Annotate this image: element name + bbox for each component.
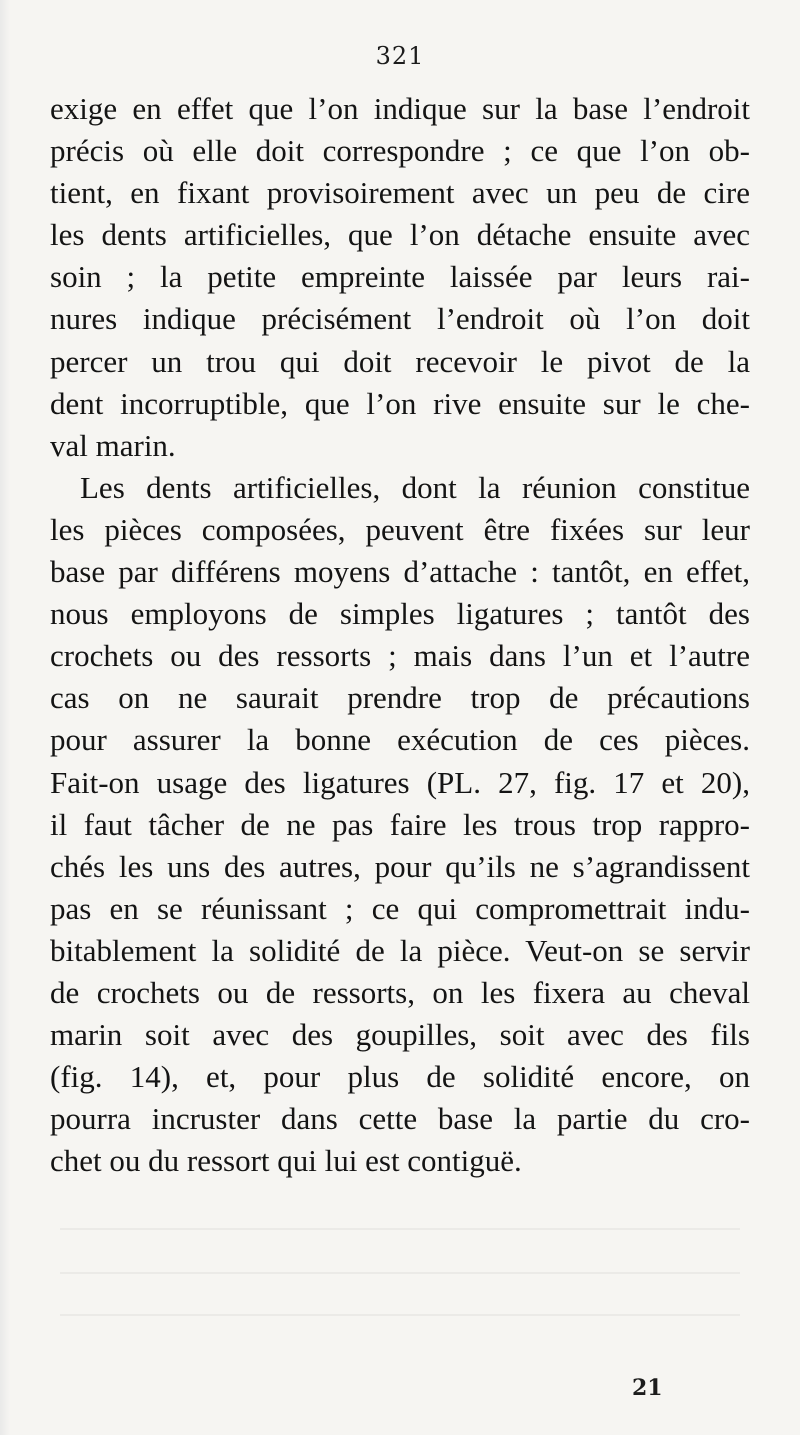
text-line: soin ; la petite empreinte laissée par leurs rai- xyxy=(50,259,750,295)
page-number: 321 xyxy=(375,42,425,70)
text-line: il faut tâcher de ne pas faire les trous trop rappro- xyxy=(50,806,750,842)
bleed-through-mark xyxy=(60,1272,740,1274)
text-line: percer un trou qui doit recevoir le pivot de la xyxy=(50,343,750,379)
text-line: nures indique précisément l’endroit où l’on doit xyxy=(50,301,750,337)
paragraph-start-line: Les dents artificielles, dont la réunion constitue xyxy=(80,469,750,505)
text-line: Fait-on usage des ligatures (PL. 27, fig. 17 et 20), xyxy=(50,764,750,800)
signature-mark: 21 xyxy=(632,1375,663,1401)
text-line: de crochets ou de ressorts, on les fixera au cheval xyxy=(50,974,750,1010)
text-line: dent incorruptible, que l’on rive ensuite sur le che- xyxy=(50,385,750,421)
text-line: base par différens moyens d’attache : tantôt, en effet, xyxy=(50,554,750,590)
text-line: pas en se réunissant ; ce qui compromettrait indu- xyxy=(50,890,750,926)
body-text xyxy=(50,88,750,1182)
text-line: les dents artificielles, que l’on détache ensuite avec xyxy=(50,217,750,253)
text-line: chet ou du ressort qui lui est contiguë. xyxy=(50,1143,522,1179)
text-line: marin soit avec des goupilles, soit avec des fils xyxy=(50,1017,750,1053)
text-line: précis où elle doit correspondre ; ce que l’on ob- xyxy=(50,133,750,169)
text-line: (fig. 14), et, pour plus de solidité encore, on xyxy=(50,1059,750,1095)
text-line: exige en effet que l’on indique sur la base l’endroit xyxy=(50,91,750,126)
bleed-through-mark xyxy=(60,1228,740,1230)
text-line: crochets ou des ressorts ; mais dans l’un et l’autre xyxy=(50,638,750,674)
text-line: tient, en fixant provisoirement avec un peu de cire xyxy=(50,175,750,211)
text-line: chés les uns des autres, pour qu’ils ne s’agrandissent xyxy=(50,848,750,884)
text-line: nous employons de simples ligatures ; tantôt des xyxy=(50,596,750,632)
bleed-through-mark xyxy=(60,1314,740,1316)
text-line: val marin. xyxy=(50,427,176,463)
text-line: les pièces composées, peuvent être fixées sur leur xyxy=(50,511,750,547)
text-line: bitablement la solidité de la pièce. Veut-on se servir xyxy=(50,932,750,968)
text-line: pourra incruster dans cette base la partie du cro- xyxy=(50,1101,750,1137)
page-edge-shadow xyxy=(0,0,10,1435)
text-line: pour assurer la bonne exécution de ces pièces. xyxy=(50,722,750,758)
text-line: cas on ne saurait prendre trop de précautions xyxy=(50,680,750,716)
